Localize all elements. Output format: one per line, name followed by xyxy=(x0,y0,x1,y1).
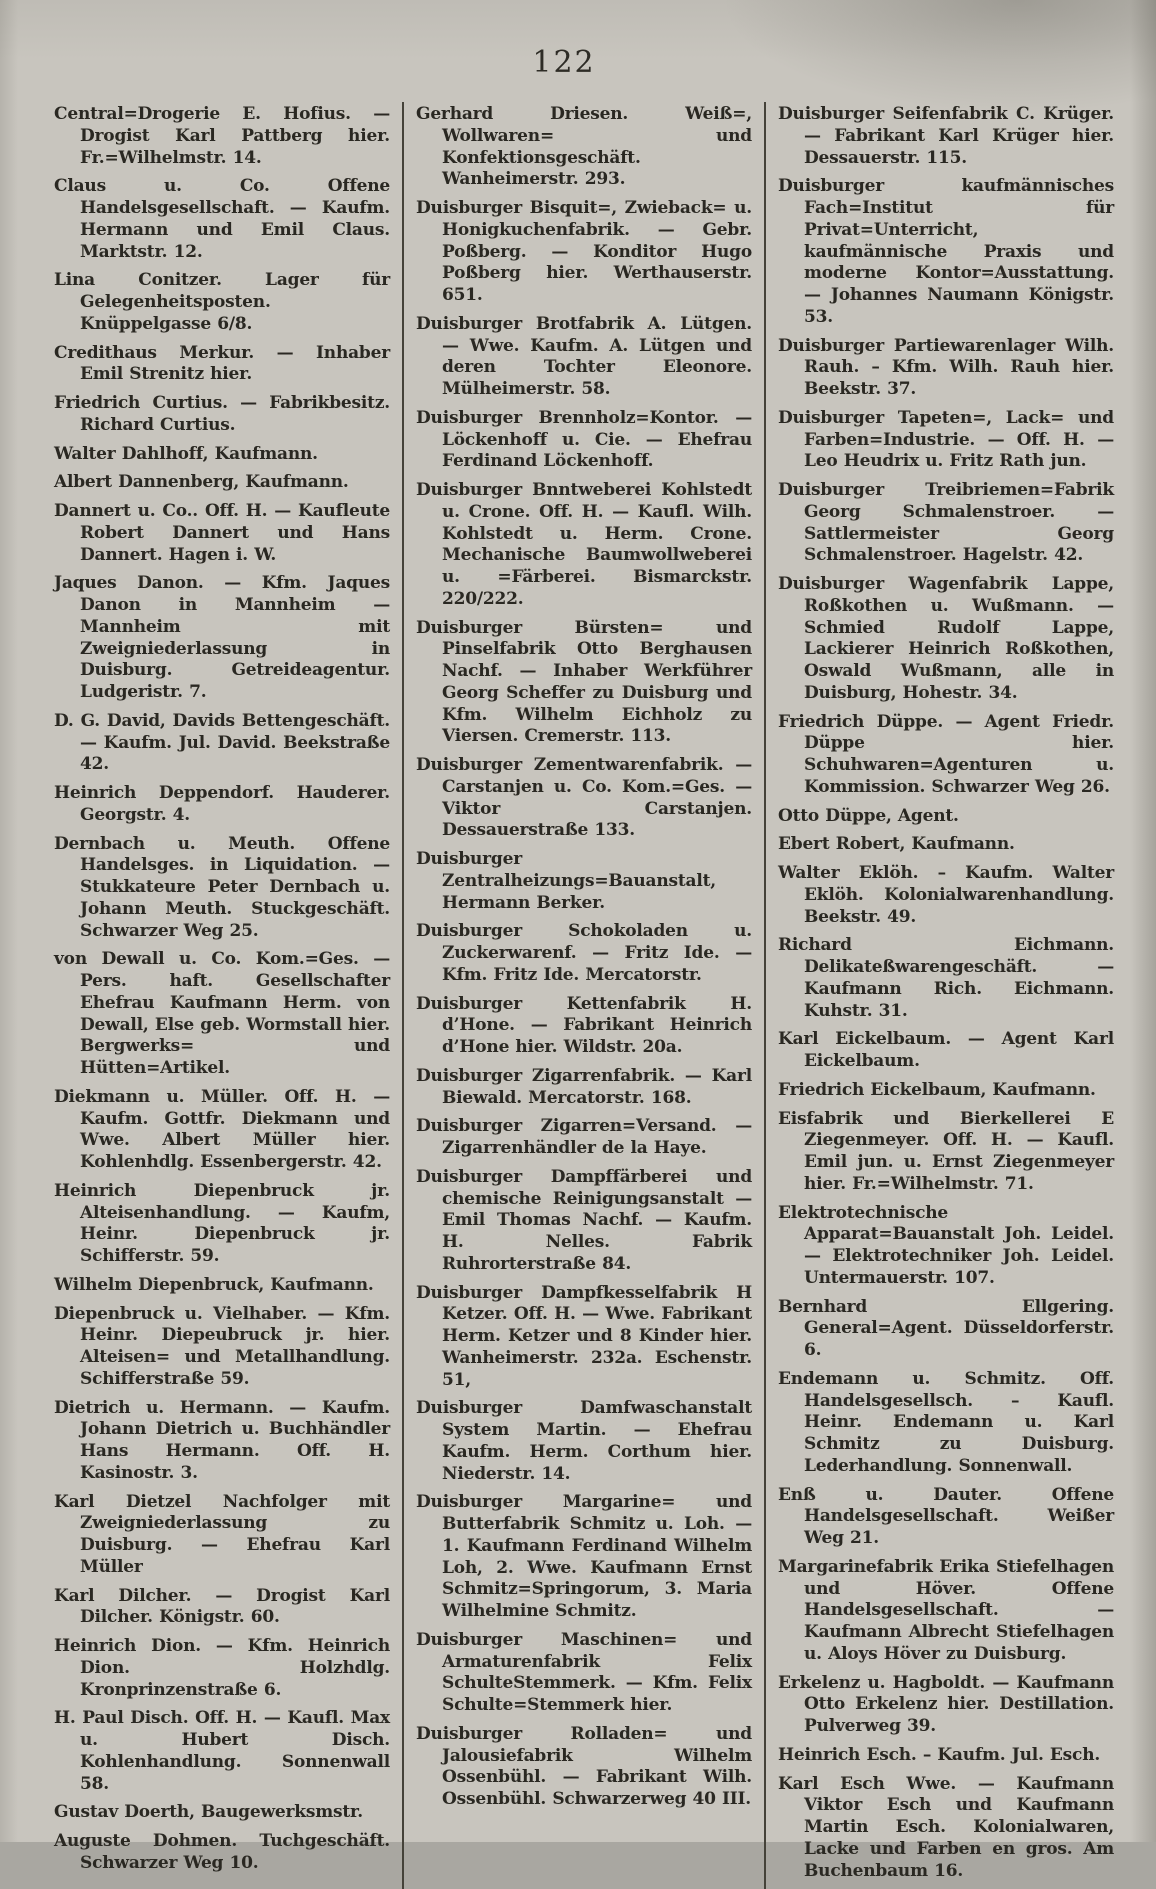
directory-entry: Jaques Danon. — Kfm. Jaques Danon in Mannheim — Mannheim mit Zweigniederlassung in Duisburg. Getreideagentur. Ludgeristr. 7. xyxy=(54,573,390,702)
directory-entry: Duisburger kaufmännisches Fach=Institut für Privat=Unterricht, kaufmännische Praxis und moderne Kontor=Ausstattung. — Johannes Naumann Königstr. 53. xyxy=(778,176,1114,327)
directory-entry: D. G. David, Davids Bettengeschäft. — Kaufm. Jul. David. Beekstraße 42. xyxy=(54,710,390,775)
directory-entry: Heinrich Dion. — Kfm. Heinrich Dion. Holzhdlg. Kronprinzenstraße 6. xyxy=(54,1636,390,1700)
directory-entry: H. Paul Disch. Off. H. — Kaufl. Max u. Hubert Disch. Kohlenhandlung. Sonnenwall 58. xyxy=(54,1708,390,1794)
directory-entry: Karl Eickelbaum. — Agent Karl Eickelbaum. xyxy=(778,1029,1114,1071)
directory-entry: Credithaus Merkur. — Inhaber Emil Strenitz hier. xyxy=(54,342,390,385)
directory-entry: Duisburger Zentralheizungs=Bauanstalt, Hermann Berker. xyxy=(416,849,716,913)
directory-entry: Duisburger Maschinen= und Armaturenfabrik Felix SchulteStemmerk. — Kfm. Felix Schulte=Stemmerk hier. xyxy=(416,1629,752,1715)
directory-entry: Friedrich Curtius. — Fabrikbesitz. Richard Curtius. xyxy=(54,393,390,435)
directory-entry: Wilhelm Diepenbruck, Kaufmann. xyxy=(54,1274,374,1295)
directory-entry: Duisburger Seifenfabrik C. Krüger. — Fabrikant Karl Krüger hier. Dessauerstr. 115. xyxy=(778,104,1114,168)
directory-entry: Duisburger Brennholz=Kontor. — Löckenhoff u. Cie. — Ehefrau Ferdinand Löckenhoff. xyxy=(416,407,752,472)
directory-entry: Duisburger Brotfabrik A. Lütgen. — Wwe. Kaufm. A. Lütgen und deren Tochter Eleonore. Mülheimerstr. 58. xyxy=(416,313,752,399)
directory-entry: Duisburger Bürsten= und Pinselfabrik Otto Berghausen Nachf. — Inhaber Werkführer Georg Scheffer zu Duisburg und Kfm. Wilhelm Eichholz zu Viersen. Cremerstr. 113. xyxy=(416,617,752,747)
directory-entry: Albert Dannenberg, Kaufmann. xyxy=(54,472,349,493)
directory-entry: Otto Düppe, Agent. xyxy=(778,805,959,826)
directory-entry: Richard Eichmann. Delikateßwarengeschäft. — Kaufmann Rich. Eichmann. Kuhstr. 31. xyxy=(778,935,1114,1021)
directory-entry: Diekmann u. Müller. Off. H. — Kaufm. Gottfr. Diekmann und Wwe. Albert Müller hier. Kohlenhdlg. Essenbergerstr. 42. xyxy=(54,1086,390,1172)
directory-entry: Auguste Dohmen. Tuchgeschäft. Schwarzer Weg 10. xyxy=(54,1831,390,1873)
directory-entry: Duisburger Bnntweberei Kohlstedt u. Crone. Off. H. — Kaufl. Wilh. Kohlstedt u. Herm. Crone. Mechanische Baumwollweberei u. =Färberei. Bismarckstr. 220/222. xyxy=(416,480,752,609)
directory-entry: Gerhard Driesen. Weiß=, Wollwaren= und Konfektionsgeschäft. Wanheimerstr. 293. xyxy=(416,104,752,190)
directory-column-3 xyxy=(764,102,1116,1889)
directory-entry: Friedrich Eickelbaum, Kaufmann. xyxy=(778,1079,1096,1100)
directory-entry: Ebert Robert, Kaufmann. xyxy=(778,834,1015,855)
page-number: 122 xyxy=(532,45,596,80)
directory-entry: Duisburger Wagenfabrik Lappe, Roßkothen u. Wußmann. — Schmied Rudolf Lappe, Lackierer Heinrich Roßkothen, Oswald Wußmann, alle in Duisburg, Hohestr. 34. xyxy=(778,574,1114,703)
directory-column-2 xyxy=(402,102,764,1889)
directory-entry: Eisfabrik und Bierkellerei E Ziegenmeyer. Off. H. — Kaufl. Emil jun. u. Ernst Ziegenmeyer hier. Fr.=Wilhelmstr. 71. xyxy=(778,1108,1114,1194)
directory-column-1 xyxy=(52,102,402,1889)
directory-entry: Duisburger Tapeten=, Lack= und Farben=Industrie. — Off. H. — Leo Heudrix u. Fritz Rath jun. xyxy=(778,407,1114,472)
directory-entry: Duisburger Dampffärberei und chemische Reinigungsanstalt — Emil Thomas Nachf. — Kaufm. H. Nelles. Fabrik Ruhrorterstraße 84. xyxy=(416,1166,752,1274)
directory-entry: Claus u. Co. Offene Handelsgesellschaft. — Kaufm. Hermann und Emil Claus. Marktstr. 12. xyxy=(54,176,390,262)
directory-entry: Bernhard Ellgering. General=Agent. Düsseldorferstr. 6. xyxy=(778,1296,1114,1360)
directory-entry: Diepenbruck u. Vielhaber. — Kfm. Heinr. Diepeubruck jr. hier. Alteisen= und Metallhandlung. Schifferstraße 59. xyxy=(54,1303,390,1389)
directory-entry: Friedrich Düppe. — Agent Friedr. Düppe hier. Schuhwaren=Agenturen u. Kommission. Schwarzer Weg 26. xyxy=(778,711,1114,797)
directory-entry: Karl Dilcher. — Drogist Karl Dilcher. Königstr. 60. xyxy=(54,1585,390,1628)
directory-entry: Karl Esch Wwe. — Kaufmann Viktor Esch und Kaufmann Martin Esch. Kolonialwaren, Lacke und Farben en gros. Am Buchenbaum 16. xyxy=(778,1773,1114,1881)
directory-entry: Duisburger Zementwarenfabrik. — Carstanjen u. Co. Kom.=Ges. — Viktor Carstanjen. Dessauerstraße 133. xyxy=(416,755,752,841)
directory-entry: Dannert u. Co.. Off. H. — Kaufleute Robert Dannert und Hans Dannert. Hagen i. W. xyxy=(54,501,390,565)
directory-entry: Erkelenz u. Hagboldt. — Kaufmann Otto Erkelenz hier. Destillation. Pulverweg 39. xyxy=(778,1672,1114,1736)
directory-entry: Duisburger Rolladen= und Jalousiefabrik Wilhelm Ossenbühl. — Fabrikant Wilh. Ossenbühl. Schwarzerweg 40 III. xyxy=(416,1723,752,1809)
directory-entry: Duisburger Zigarrenfabrik. — Karl Biewald. Mercatorstr. 168. xyxy=(416,1065,752,1108)
directory-entry: Heinrich Diepenbruck jr. Alteisenhandlung. — Kaufm, Heinr. Diepenbruck jr. Schifferstr. 59. xyxy=(54,1180,390,1266)
directory-entry: Karl Dietzel Nachfolger mit Zweigniederlassung zu Duisburg. — Ehefrau Karl Müller xyxy=(54,1491,390,1577)
directory-entry: Duisburger Zigarren=Versand. — Zigarrenhändler de la Haye. xyxy=(416,1116,752,1158)
directory-entry: Duisburger Partiewarenlager Wilh. Rauh. – Kfm. Wilh. Rauh hier. Beekstr. 37. xyxy=(778,335,1114,399)
directory-entry: Duisburger Margarine= und Butterfabrik Schmitz u. Loh. — 1. Kaufmann Ferdinand Wilhelm Loh, 2. Wwe. Kaufmann Ernst Schmitz=Springorum, 3. Maria Wilhelmine Schmitz. xyxy=(416,1492,752,1621)
directory-entry: Gustav Doerth, Baugewerksmstr. xyxy=(54,1802,363,1823)
directory-entry: Heinrich Deppendorf. Hauderer. Georgstr. 4. xyxy=(54,783,390,825)
columns-container xyxy=(52,102,1116,1889)
directory-entry: Lina Conitzer. Lager für Gelegenheitsposten. Knüppelgasse 6/8. xyxy=(54,270,390,334)
directory-entry: Duisburger Kettenfabrik H. d’Hone. — Fabrikant Heinrich d’Hone hier. Wildstr. 20a. xyxy=(416,993,752,1057)
directory-entry: Duisburger Treibriemen=Fabrik Georg Schmalenstroer. — Sattlermeister Georg Schmalenstroer. Hagelstr. 42. xyxy=(778,480,1114,566)
directory-entry: Central=Drogerie E. Hofius. — Drogist Karl Pattberg hier. Fr.=Wilhelmstr. 14. xyxy=(54,104,390,168)
directory-entry: Dernbach u. Meuth. Offene Handelsges. in Liquidation. — Stukkateure Peter Dernbach u. Johann Meuth. Stuckgeschäft. Schwarzer Weg 25. xyxy=(54,833,390,941)
directory-entry: Margarinefabrik Erika Stiefelhagen und Höver. Offene Handelsgesellschaft. — Kaufmann Albrecht Stiefelhagen u. Aloys Höver zu Duisburg. xyxy=(778,1556,1114,1664)
directory-entry: Duisburger Dampfkesselfabrik H Ketzer. Off. H. — Wwe. Fabrikant Herm. Ketzer und 8 Kinder hier. Wanheimerstr. 232a. Eschenstr. 51, xyxy=(416,1282,752,1390)
directory-entry: Elektrotechnische Apparat=Bauanstalt Joh. Leidel. — Elektrotechniker Joh. Leidel. Untermauerstr. 107. xyxy=(778,1202,1114,1288)
directory-entry: von Dewall u. Co. Kom.=Ges. — Pers. haft. Gesellschafter Ehefrau Kaufmann Herm. von Dewall, Else geb. Wormstall hier. Bergwerks= und Hütten=Artikel. xyxy=(54,949,390,1078)
directory-entry: Duisburger Bisquit=, Zwieback= u. Honigkuchenfabrik. — Gebr. Poßberg. — Konditor Hugo Poßberg hier. Werthauserstr. 651. xyxy=(416,198,752,305)
directory-entry: Endemann u. Schmitz. Off. Handelsgesellsch. – Kaufl. Heinr. Endemann u. Karl Schmitz zu Duisburg. Lederhandlung. Sonnenwall. xyxy=(778,1368,1114,1476)
directory-entry: Walter Dahlhoff, Kaufmann. xyxy=(54,443,318,464)
directory-entry: Dietrich u. Hermann. — Kaufm. Johann Dietrich u. Buchhändler Hans Hermann. Off. H. Kasinostr. 3. xyxy=(54,1397,390,1483)
directory-entry: Enß u. Dauter. Offene Handelsgesellschaft. Weißer Weg 21. xyxy=(778,1484,1114,1548)
directory-entry: Duisburger Damfwaschanstalt System Martin. — Ehefrau Kaufm. Herm. Corthum hier. Niederstr. 14. xyxy=(416,1398,752,1484)
directory-entry: Heinrich Esch. – Kaufm. Jul. Esch. xyxy=(778,1744,1101,1765)
directory-entry: Duisburger Schokoladen u. Zuckerwarenf. — Fritz Ide. — Kfm. Fritz Ide. Mercatorstr. xyxy=(416,921,752,985)
directory-entry: Walter Eklöh. – Kaufm. Walter Eklöh. Kolonialwarenhandlung. Beekstr. 49. xyxy=(778,863,1114,927)
